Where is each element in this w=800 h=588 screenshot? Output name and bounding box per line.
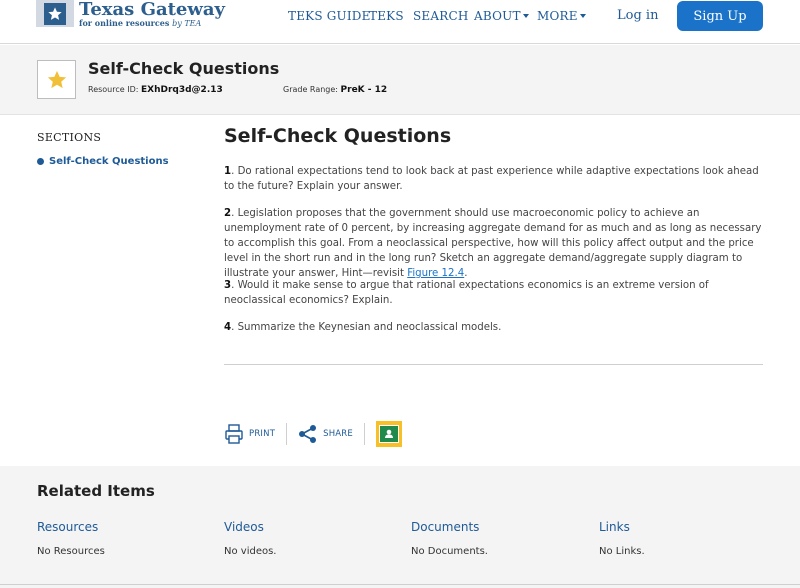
texas-gateway-logo[interactable] [36,0,225,30]
content-divider [224,364,763,365]
figure-link[interactable]: Figure 12.4 [407,268,465,279]
resource-type-icon [37,60,76,99]
sidebar-item-self-check-questions[interactable] [37,156,169,167]
share-icon [298,424,318,444]
login-link[interactable]: Log in [617,8,659,23]
star-icon [46,69,68,91]
share-label: SHARE [323,429,353,439]
google-classroom-icon [379,425,399,443]
question-4: 4. Summarize the Keynesian and neoclassical models. [224,322,502,333]
print-button[interactable] [224,423,275,445]
top-navigation [0,0,800,44]
sign-up-button[interactable]: Sign Up [677,1,763,31]
bullet-icon [37,158,44,165]
share-bar [224,421,402,447]
sections-heading: SECTIONS [37,131,102,144]
chevron-down-icon [523,14,529,18]
nav-about[interactable] [474,9,529,23]
related-links-value: No Links. [599,546,645,557]
star-icon [44,3,66,25]
nav-more-label: MORE [537,9,578,23]
separator [364,423,365,445]
chevron-down-icon [580,14,586,18]
logo-sub-text: for online resources by TEA [79,18,202,28]
nav-search[interactable]: SEARCH [413,9,469,23]
grade-range: Grade Range: PreK - 12 [283,85,388,95]
resource-title: Self-Check Questions [88,59,280,78]
logo-text [79,0,225,28]
google-classroom-button[interactable] [376,421,402,447]
resource-header [0,45,800,115]
nav-teks-guide[interactable]: TEKS GUIDE [288,9,371,23]
separator [286,423,287,445]
related-links [599,520,645,557]
related-items-section [0,466,800,588]
related-videos-heading: Videos [224,520,264,534]
related-resources-heading: Resources [37,520,99,534]
printer-icon [224,423,244,445]
print-label: PRINT [249,429,276,439]
related-resources-value: No Resources [37,546,105,557]
question-2: 2. Legislation proposes that the government should use macroeconomic policy to achieve an unemployment rate of 0 percent, by increasing aggregate demand for as much and as long as necessary to accomplish this goal. From a neoclassical perspective, how will this policy affect output and the price level in the short run and in the long run? Sketch an aggregate demand/aggregate supply diagram to illustrate your answer, Hint—revisit Figure 12.4. [224,208,762,279]
nav-more[interactable] [537,9,586,23]
related-videos-value: No videos. [224,546,277,557]
related-resources [37,520,105,557]
resource-id: Resource ID: EXhDrq3d@2.13 [88,85,223,95]
question-1: 1. Do rational expectations tend to look back at past experience while adaptive expectations look ahead to the future? Explain your answer. [224,166,759,192]
nav-about-label: ABOUT [474,9,521,23]
logo-mark [36,0,74,27]
sidebar-item-label: Self-Check Questions [49,156,169,167]
related-videos [224,520,276,557]
page-title: Self-Check Questions [224,125,452,147]
share-button[interactable] [298,424,353,444]
related-documents-value: No Documents. [411,546,488,557]
footer-divider [0,584,800,585]
logo-main-text: Texas Gateway [79,0,225,20]
related-documents-heading: Documents [411,520,480,534]
related-items-heading: Related Items [37,482,155,500]
related-documents [411,520,488,557]
related-links-heading: Links [599,520,630,534]
question-3: 3. Would it make sense to argue that rational expectations economics is an extreme version of neoclassical economics? Explain. [224,280,709,306]
nav-teks[interactable]: TEKS [369,9,404,23]
